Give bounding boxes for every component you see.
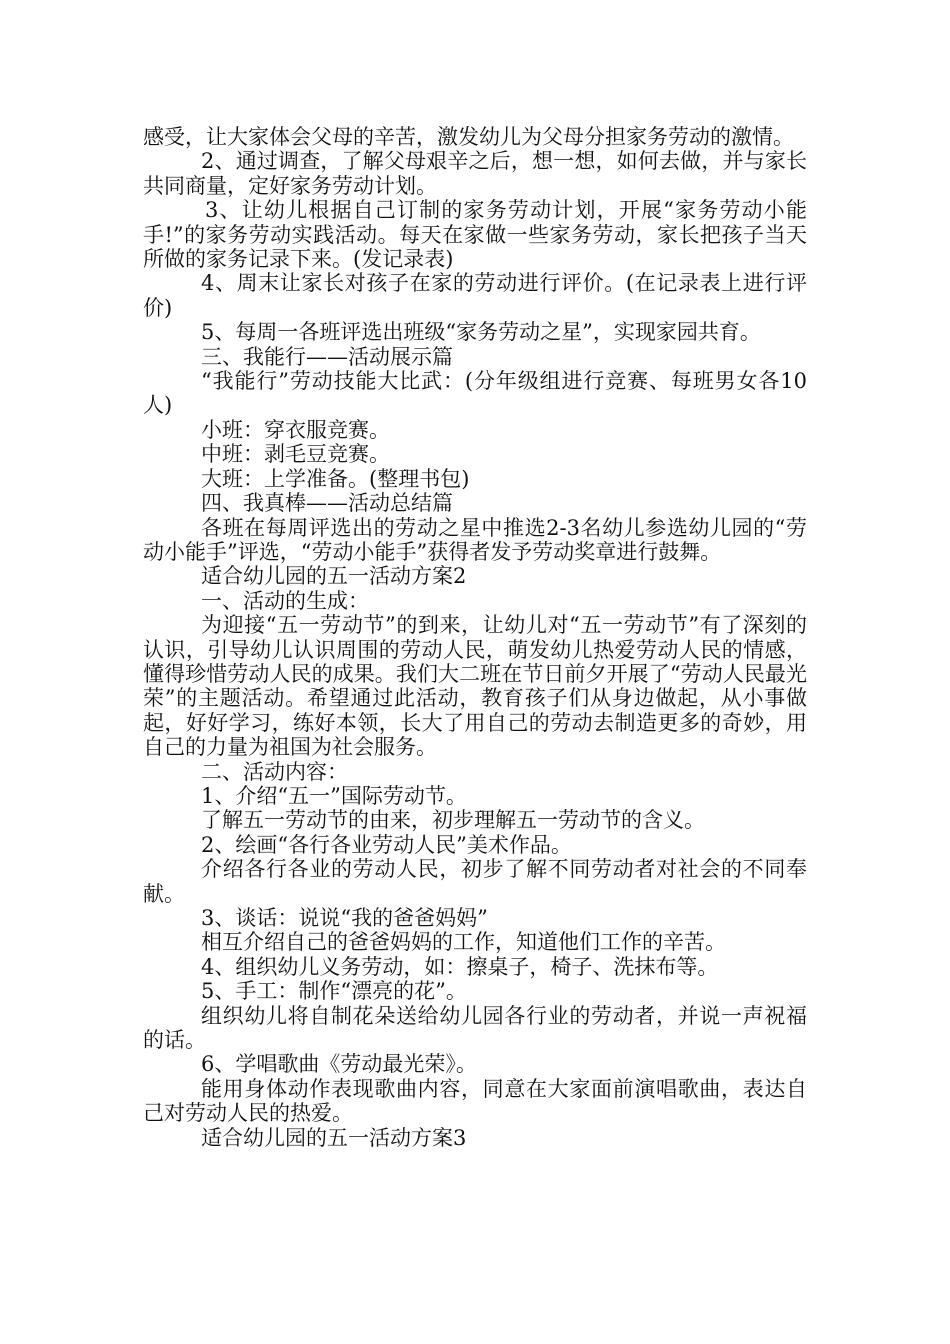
paragraph: 2、通过调查，了解父母艰辛之后，想一想，如何去做，并与家长共同商量，定好家务劳动计划。 — [143, 149, 807, 198]
paragraph: 为迎接“五一劳动节”的到来，让幼儿对“五一劳动节”有了深刻的认识，引导幼儿认识周围的劳动人民，萌发幼儿热爱劳动人民的情感，懂得珍惜劳动人民的成果。我们大二班在节日前夕开展了“劳动人民最光荣”的主题活动。希望通过此活动，教育孩子们从身边做起，从小事做起，好好学习，练好本领，长大了用自己的劳动去制造更多的奇妙，用自己的力量为祖国为社会服务。 — [143, 613, 807, 760]
paragraph: “我能行”劳动技能大比武：(分年级组进行竞赛、每班男女各10人) — [143, 369, 807, 418]
document-subtitle: 适合幼儿园的五一活动方案3 — [201, 1125, 467, 1150]
paragraph: 能用身体动作表现歌曲内容，同意在大家面前演唱歌曲，表达自己对劳动人民的热爱。 — [143, 1076, 807, 1126]
paragraph: 5、每周一各班评选出班级“家务劳动之星”，实现家园共育。 — [201, 320, 761, 345]
paragraph: 了解五一劳动节的由来，初步理解五一劳动节的含义。 — [201, 808, 705, 833]
document-body — [143, 125, 807, 1150]
paragraph: 4、组织幼儿义务劳动，如：擦桌子，椅子、洗抹布等。 — [201, 954, 719, 979]
paragraph: 5、手工：制作“漂亮的花”。 — [201, 979, 467, 1004]
paragraph: 感受，让大家体会父母的辛苦，激发幼儿为父母分担家务劳动的激情。 — [143, 125, 794, 149]
paragraph: 1、介绍“五一”国际劳动节。 — [201, 783, 467, 808]
paragraph: 3、谈话：说说“我的爸爸妈妈” — [201, 906, 488, 930]
section-heading: 二、活动内容： — [201, 759, 348, 784]
paragraph: 2、绘画“各行各业劳动人民”美术作品。 — [201, 832, 572, 857]
paragraph: 6、学唱歌曲《劳动最光荣》。 — [201, 1052, 477, 1077]
paragraph: 组织幼儿将自制花朵送给幼儿园各行业的劳动者，并说一声祝福的话。 — [143, 1003, 807, 1053]
paragraph: 相互介绍自己的爸爸妈妈的工作，知道他们工作的辛苦。 — [201, 930, 726, 955]
paragraph: 3、让幼儿根据自己订制的家务劳动计划，开展“家务劳动小能手!”的家务劳动实践活动。每天在家做一些家务劳动，家长把孩子当天所做的家务记录下来。(发记录表) — [143, 198, 807, 272]
paragraph: 中班：剥毛豆竞赛。 — [201, 442, 390, 467]
paragraph: 大班：上学准备。(整理书包) — [201, 466, 470, 491]
document-subtitle: 适合幼儿园的五一活动方案2 — [201, 564, 467, 589]
paragraph: 小班：穿衣服竞赛。 — [201, 417, 390, 442]
section-heading: 一、活动的生成： — [201, 588, 369, 613]
section-heading: 三、我能行——活动展示篇 — [201, 344, 453, 369]
section-heading: 四、我真棒——活动总结篇 — [201, 491, 453, 516]
paragraph: 各班在每周评选出的劳动之星中推选2-3名幼儿参选幼儿园的“劳动小能手”评选，“劳动小能手”获得者发予劳动奖章进行鼓舞。 — [143, 515, 807, 564]
paragraph: 4、周末让家长对孩子在家的劳动进行评价。(在记录表上进行评价) — [143, 271, 807, 320]
paragraph: 介绍各行各业的劳动人民，初步了解不同劳动者对社会的不同奉献。 — [143, 857, 807, 906]
